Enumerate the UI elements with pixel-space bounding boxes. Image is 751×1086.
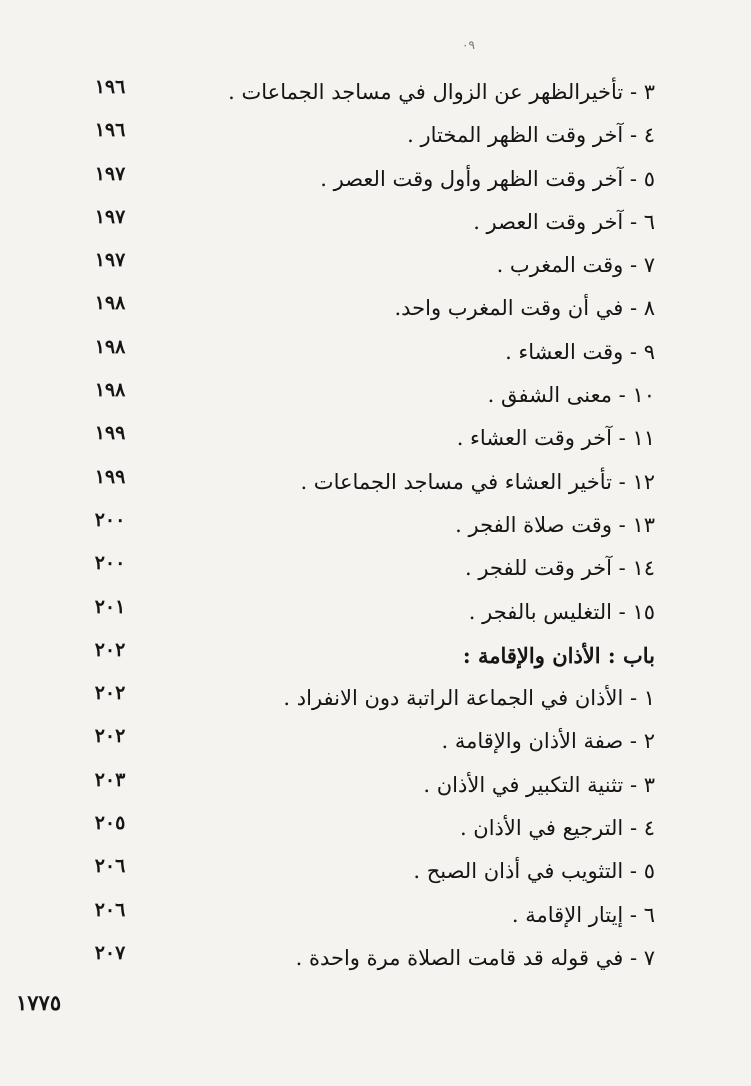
page-number: ١٧٧٥ <box>16 990 62 1015</box>
toc-entry-page-number: ١٩٨ <box>94 292 126 315</box>
toc-entry-title: ٣ - تثنية التكبير في الأذان . <box>423 772 655 797</box>
toc-entry-page-number: ٢٠٢ <box>94 682 126 705</box>
toc-entry <box>0 853 751 896</box>
toc-entry-title: ٥ - آخر وقت الظهر وأول وقت العصر . <box>320 166 655 191</box>
toc-entry <box>0 723 751 766</box>
toc-entry <box>0 74 751 117</box>
toc-entry-page-number: ٢٠٧ <box>94 941 126 964</box>
toc-entry <box>0 161 751 204</box>
toc-entry <box>0 247 751 290</box>
toc-entry-title: ١٢ - تأخير العشاء في مساجد الجماعات . <box>300 469 655 494</box>
toc-entry <box>0 290 751 333</box>
toc-entry-page-number: ١٩٩ <box>94 422 126 445</box>
toc-entry <box>0 204 751 247</box>
toc-entry-page-number: ٢٠٠ <box>94 552 126 575</box>
toc-entry-title: ١٠ - معنى الشفق . <box>487 383 655 408</box>
toc-section-heading: باب : الأذان والإقامة : <box>462 642 655 668</box>
toc-entry-page-number: ١٩٧ <box>94 205 126 228</box>
toc-entry-page-number: ٢٠٢ <box>94 725 126 748</box>
toc-entry-page-number: ١٩٦ <box>94 119 126 142</box>
toc-entry-title: ٩ - وقت العشاء . <box>505 339 655 364</box>
toc-entry-title: ٤ - آخر وقت الظهر المختار . <box>407 123 655 148</box>
page-top-mark: ٠٩ <box>462 38 475 52</box>
toc-entry-page-number: ٢٠١ <box>94 595 126 618</box>
toc-entry-title: ٦ - آخر وقت العصر . <box>473 209 655 234</box>
toc-entry <box>0 334 751 377</box>
toc-entry-title: ٧ - وقت المغرب . <box>496 253 655 278</box>
toc-entry <box>0 810 751 853</box>
toc-entry <box>0 897 751 940</box>
toc-entry <box>0 680 751 723</box>
toc-entry <box>0 420 751 463</box>
toc-entry-title: ٣ - تأخيرالظهر عن الزوال في مساجد الجماعات . <box>228 80 655 104</box>
toc-entry-title: ٧ - في قوله قد قامت الصلاة مرة واحدة . <box>295 945 655 970</box>
toc-entry-page-number: ٢٠٠ <box>94 508 126 531</box>
toc-entry <box>0 767 751 810</box>
table-of-contents <box>0 74 751 983</box>
toc-entry-page-number: ١٩٨ <box>94 379 126 402</box>
toc-entry-title: ٦ - إيتار الإقامة . <box>511 902 655 927</box>
toc-entry-title: ١١ - آخر وقت العشاء . <box>456 426 655 451</box>
toc-entry <box>0 117 751 160</box>
toc-entry <box>0 377 751 420</box>
toc-entry-title: ١ - الأذان في الجماعة الراتبة دون الانفراد . <box>283 686 655 711</box>
toc-entry <box>0 637 751 680</box>
toc-entry-title: ١٣ - وقت صلاة الفجر . <box>455 512 655 537</box>
toc-entry-title: ٨ - في أن وقت المغرب واحد. <box>394 296 655 321</box>
toc-entry-page-number: ١٩٦ <box>94 76 126 98</box>
toc-entry-title: ٥ - التثويب في أذان الصبح . <box>413 859 655 884</box>
toc-entry-page-number: ٢٠٥ <box>94 812 126 835</box>
toc-entry <box>0 464 751 507</box>
toc-entry-title: ١٥ - التغليس بالفجر . <box>468 599 655 624</box>
toc-entry-page-number: ١٩٧ <box>94 162 126 185</box>
toc-entry-title: ٢ - صفة الأذان والإقامة . <box>441 729 655 754</box>
toc-entry-page-number: ٢٠٣ <box>94 768 126 791</box>
toc-entry <box>0 550 751 593</box>
toc-entry-page-number: ١٩٧ <box>94 249 126 272</box>
toc-entry <box>0 594 751 637</box>
toc-entry-title: ١٤ - آخر وقت للفجر . <box>464 556 655 581</box>
toc-entry-page-number: ١٩٨ <box>94 335 126 358</box>
toc-entry-page-number: ١٩٩ <box>94 465 126 488</box>
toc-entry-page-number: ٢٠٦ <box>94 855 126 878</box>
toc-entry <box>0 940 751 983</box>
toc-entry-page-number: ٢٠٢ <box>94 638 126 661</box>
toc-entry <box>0 507 751 550</box>
toc-entry-page-number: ٢٠٦ <box>94 898 126 921</box>
toc-entry-title: ٤ - الترجيع في الأذان . <box>459 816 655 841</box>
